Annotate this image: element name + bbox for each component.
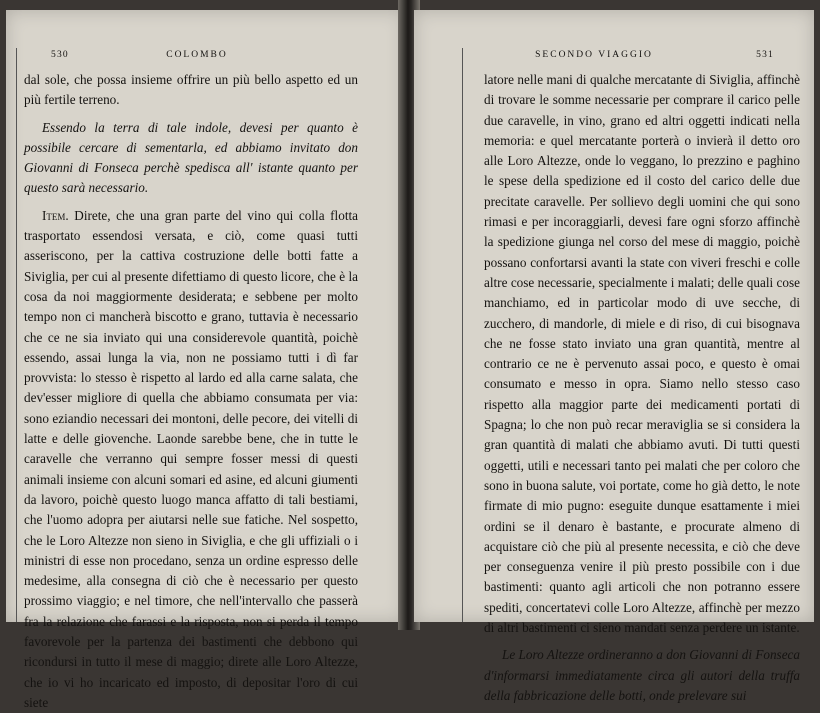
body-text bbox=[24, 70, 358, 713]
page-number: 531 bbox=[756, 50, 774, 60]
italic-paragraph: Essendo la terra di tale indole, devesi per quanto è possibile cercare di sementarla, ed abbiamo invitato don Giovanni di Fonseca perchè spedisca all' istante quanto per questo sarà necessario. bbox=[24, 119, 358, 196]
page-rule bbox=[462, 48, 463, 622]
running-head: SECONDO VIAGGIO bbox=[535, 50, 653, 60]
paragraph: latore nelle mani di qualche mercatante di Siviglia, affinchè di trovare le somme necessarie per comprare il carico pelle due caravelle, in vino, grano ed altri oggetti indicati nella memoria: e quel mercatante porterà o invierà il detto oro alle Loro Altezze, onde lo veggano, lo prezzino e paghino le spese della spedizione ed il costo del carico delle due precitate caravelle. Per sollievo degli uomini che qui sono rimasi e per incoraggiarli, devesi fare ogni sforzo affinchè la spedizione giunga nel corso del mese di maggio, poichè possano confortarsi avanti la state con viveri freschi e colle altre cose necessarie, specialmente i malati; delle quali cose manchiamo, ed in particolar modo di uve secche, di zucchero, di mandorle, di miele e di riso, di cui bisognava che ne fosse stato inviato una gran quantità, mentre al contrario ce ne è pervenuto assai poco, e questo è omai consumato e messo in opra. Siamo nello stesso caso rispetto alla maggior parte dei medicamenti portati di Spagna; lo che non può recar meraviglia se si considera la gran quantità di malati che abbiamo avuti. Di tutti questi oggetti, utili e necessari tanto pei malati che per coloro che sono in buona salute, voi portate, come ho già detto, le note firmate di mio pugno: eseguite dunque esattamente i miei ordini se il denaro è bastante, e procurate almeno di acquistare ciò che più al presente necessita, e ciò che deve per conseguenza venire il più presto possibile con i due bastimenti: quanto agli articoli che non potranno essere spediti, concertatevi colle Loro Altezze, affinchè per mezzo di altri bastimenti ci sieno mandati senza perdere un istante. bbox=[484, 72, 800, 636]
page-number: 530 bbox=[51, 50, 69, 60]
page-rule bbox=[16, 48, 17, 622]
item-text: Direte, che una gran parte del vino qui colla flotta trasportato essendosi versata, e ciò, come quasi tutti asseriscono, per la cattiva costruzione delle botti fatte a Siviglia, per cui al presente difettiamo di questo licore, che è la cosa da noi maggiormente desiderata; e sebbene per molto tempo non ci mancherà biscotto e grano, tuttavia è necessario che ce ne sia inviato qui una considerevole quantità, poichè essendo, assai lunga la via, non ne possiamo tutti i dì far provvista: lo stesso è rispetto al lardo ed alla carne salata, che dev'esser migliore di quella che abbiamo consumata per via: sono eziandio necessari dei montoni, delle pecore, dei vitelli di latte e delle giovenche. Laonde sarebbe bene, che in tutte le caravelle che verranno qui sempre fosser messi di questi animali insieme con alcuni somari ed asine, ed alcuni giumenti da lavoro, poichè questo luogo manca affatto di tali bestiami, che l'uomo adopra per aiutarsi nelle sue fatiche. Nel sospetto, che le Loro Altezze non sieno in Siviglia, e che gli uffiziali o i ministri di esse non procedano, senza un ordine espresso delle medesime, alla consegna di ciò che è necessario per questo prossimo viaggio; e nel timore, che nell'intervallo che passerà fra la relazione che farassi e la risposta, non si perda il tempo favorevole per la partenza dei bastimenti che debbono qui ricondursi in tutto il mese di maggio; direte alle Loro Altezze, che io vi ho incaricato ed imposto, di depositar l'oro di cui siete bbox=[24, 207, 358, 710]
item-paragraph bbox=[24, 206, 358, 713]
right-page bbox=[414, 10, 814, 703]
left-page bbox=[6, 10, 404, 710]
item-lead: Item. bbox=[42, 207, 69, 223]
running-head: COLOMBO bbox=[166, 50, 228, 60]
paragraph: dal sole, che possa insieme offrire un più bello aspetto ed un più fertile terreno. bbox=[24, 72, 358, 108]
body-text bbox=[484, 70, 800, 706]
italic-paragraph: Le Loro Altezze ordineranno a don Giovanni di Fonseca d'informarsi immediatamente circa gli autori della truffa della fabbricazione delle botti, onde prelevare sui bbox=[484, 647, 800, 703]
